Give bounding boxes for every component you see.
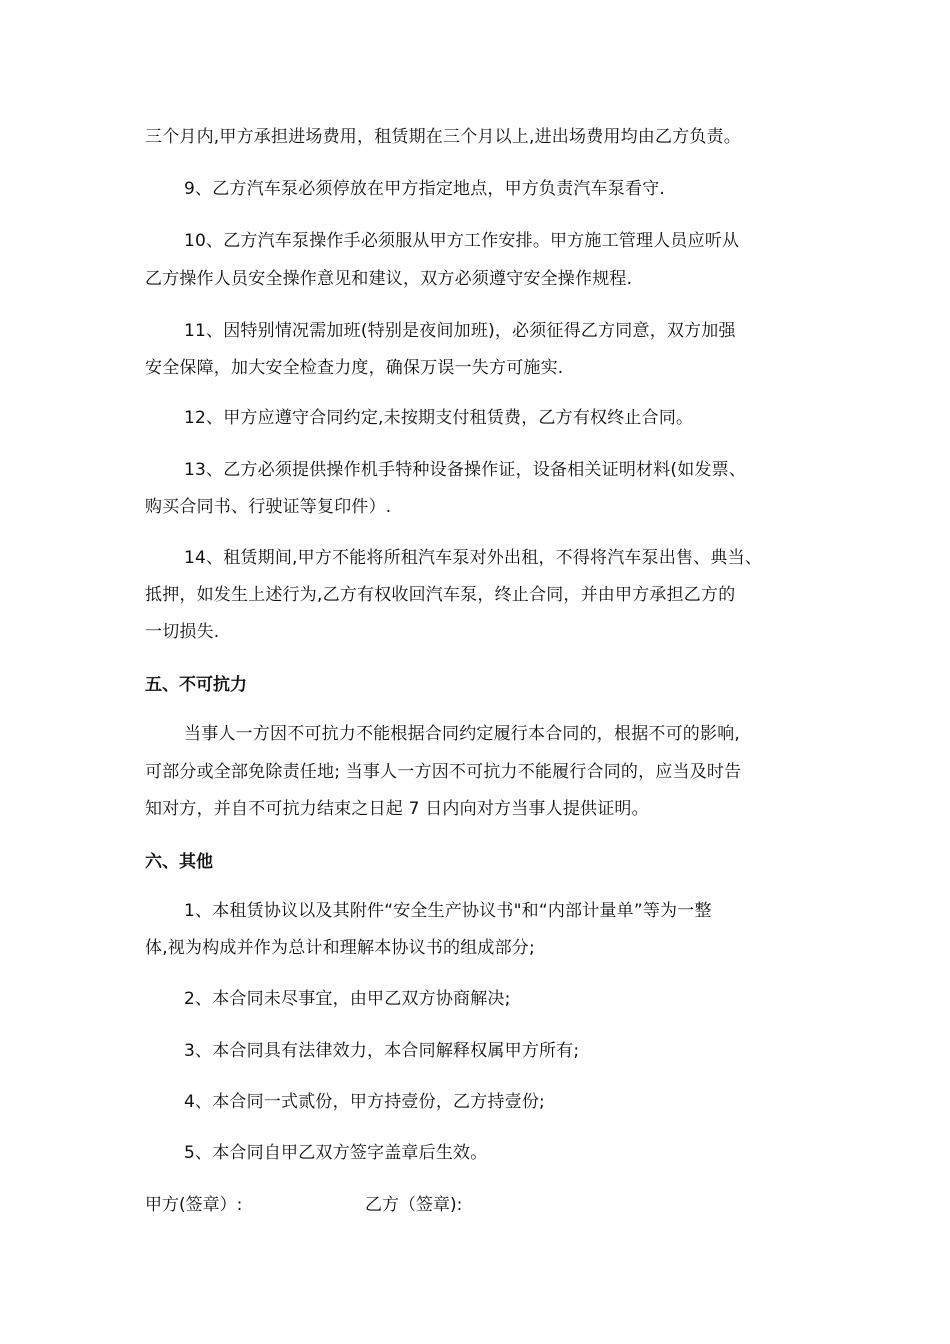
clause-11: 11、因特别情况需加班(特别是夜间加班)，必须征得乙方同意，双方加强 [184, 321, 736, 341]
other-clause-1: 1、本租赁协议以及其附件“安全生产协议书"和“内部计量单”等为一整 [184, 901, 712, 921]
clause-14-cont-2: 一切损失. [145, 622, 220, 642]
other-clause-5: 5、本合同自甲乙双方签字盖章后生效。 [184, 1143, 488, 1163]
other-clause-1-cont: 体,视为构成并作为总计和理解本协议书的组成部分; [145, 938, 535, 958]
other-clause-3: 3、本合同具有法律效力，本合同解释权属甲方所有; [184, 1041, 580, 1061]
clause-13: 13、乙方必须提供操作机手特种设备操作证，设备相关证明材料(如发票、 [184, 460, 747, 480]
clause-13-cont: 购买合同书、行驶证等复印件）. [145, 497, 392, 517]
paragraph-line: 三个月内,甲方承担进场费用，租赁期在三个月以上,进出场费用均由乙方负责。 [145, 127, 742, 147]
clause-11-cont: 安全保障，加大安全检查力度，确保万误一失方可施实. [145, 358, 564, 378]
heading-force-majeure: 五、不可抗力 [145, 675, 247, 695]
clause-14-cont-1: 抵押，如发生上述行为,乙方有权收回汽车泵，终止合同，并由甲方承担乙方的 [145, 585, 736, 605]
party-a-signature-label: 甲方(签章）: [145, 1195, 243, 1215]
clause-10-cont: 乙方操作人员安全操作意见和建议，双方必须遵守安全操作规程. [145, 269, 633, 289]
clause-12: 12、甲方应遵守合同约定,未按期支付租赁费，乙方有权终止合同。 [184, 408, 694, 428]
force-majeure-text: 当事人一方因不可抗力不能根据合同约定履行本合同的，根据不可的影响, [184, 724, 741, 744]
force-majeure-text-cont-1: 可部分或全部免除责任地; 当事人一方因不可抗力不能履行合同的，应当及时告 [145, 762, 742, 782]
clause-10: 10、乙方汽车泵操作手必须服从甲方工作安排。甲方施工管理人员应听从 [184, 231, 740, 251]
party-b-signature-label: 乙方（签章): [365, 1195, 463, 1215]
clause-14: 14、租赁期间,甲方不能将所租汽车泵对外出租，不得将汽车泵出售、典当、 [184, 548, 763, 568]
other-clause-2: 2、本合同未尽事宜，由甲乙双方协商解决; [184, 989, 511, 1009]
clause-9: 9、乙方汽车泵必须停放在甲方指定地点，甲方负责汽车泵看守. [184, 179, 666, 199]
heading-others: 六、其他 [145, 852, 213, 872]
other-clause-4: 4、本合同一式贰份，甲方持壹份，乙方持壹份; [184, 1092, 545, 1112]
force-majeure-text-cont-2: 知对方，并自不可抗力结束之日起 7 日内向对方当事人提供证明。 [145, 799, 649, 819]
